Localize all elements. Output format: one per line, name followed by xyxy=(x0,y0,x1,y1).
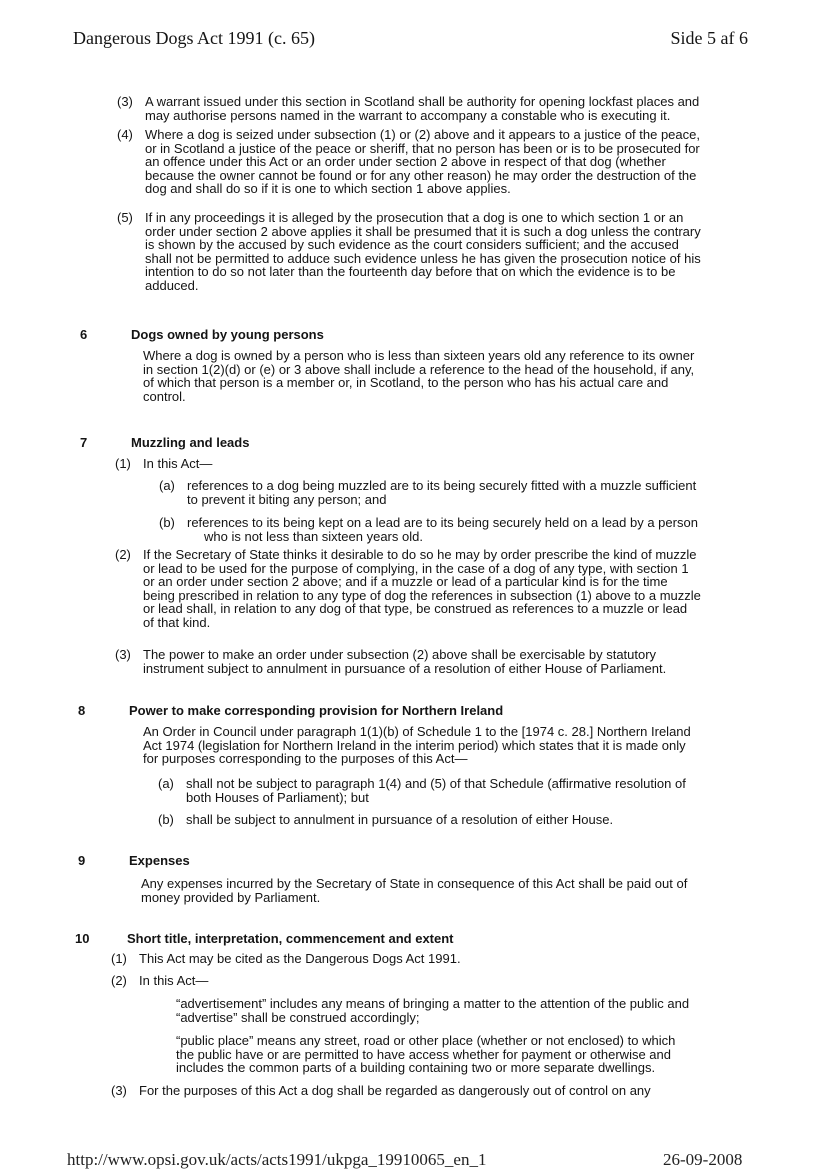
text-line: intention to do so not later than the fourteenth day before that on which the evidence is to be xyxy=(145,264,676,279)
section-title: Dogs owned by young persons xyxy=(131,327,324,342)
section-text xyxy=(143,725,714,766)
text-line: money provided by Parliament. xyxy=(141,889,321,905)
text-line: references to its being kept on a lead are to its being securely held on a lead by a person xyxy=(187,515,698,530)
subsection-number: (1) xyxy=(111,951,127,966)
text-line: An Order in Council under paragraph 1(1)(b) of Schedule 1 to the [1974 c. 28.] Northern Ireland xyxy=(143,724,691,739)
text-line: for purposes corresponding to the purposes of this Act— xyxy=(143,751,468,766)
section-number: 8 xyxy=(78,703,86,718)
text-line: in section 1(2)(d) or (e) or 3 above shall include a reference to the head of the household, if any, xyxy=(143,361,695,377)
paragraph-text xyxy=(186,777,714,804)
text-line: shall not be subject to paragraph 1(4) and (5) of that Schedule (affirmative resolution of xyxy=(186,776,686,791)
section-text xyxy=(143,349,716,403)
text-line: adduced. xyxy=(145,277,199,293)
text-line: may authorise persons named in the warrant to accompany a constable who is executing it. xyxy=(145,107,671,123)
subsection-number: (2) xyxy=(111,973,127,988)
text-line: dog and shall do so if it is one to which section 1 above applies. xyxy=(145,181,511,196)
paragraph-letter: (b) xyxy=(158,812,174,827)
text-line: references to a dog being muzzled are to its being securely fitted with a muzzle sufficient xyxy=(187,478,697,493)
text-line: or an order under section 2 above; and if a muzzle or lead of a particular kind is for the time xyxy=(143,574,668,589)
subsection-text xyxy=(145,211,717,292)
definition-public-place xyxy=(176,1034,711,1075)
section-number: 6 xyxy=(80,327,88,342)
text-line: is shown by the accused by such evidence as the court considers sufficient; and the accused xyxy=(145,237,679,252)
footer-url: http://www.opsi.gov.uk/acts/acts1991/ukpga_19910065_en_1 xyxy=(67,1150,487,1169)
text-line: both Houses of Parliament); but xyxy=(186,789,369,805)
section-title: Expenses xyxy=(129,853,190,868)
subsection-number: (3) xyxy=(115,647,131,662)
subsection-number: (3) xyxy=(117,94,133,109)
text-line: or lead shall, in relation to any dog of that type, be construed as references to a muzzle or lead xyxy=(143,601,688,616)
text-line: shall not be permitted to adduce such evidence unless he has given the prosecution notice of his xyxy=(145,250,701,266)
subsection-text: This Act may be cited as the Dangerous Dogs Act 1991. xyxy=(139,951,461,966)
subsection-number: (3) xyxy=(111,1083,127,1098)
text-line: control. xyxy=(143,388,186,404)
text-line: instrument subject to annulment in pursuance of a resolution of either House of Parliament. xyxy=(143,660,667,676)
subsection-text: In this Act— xyxy=(143,456,213,471)
page-header-title: Dangerous Dogs Act 1991 (c. 65) xyxy=(73,28,315,48)
text-line: A warrant issued under this section in Scotland shall be authority for opening lockfast places and xyxy=(145,94,700,109)
text-line: the public have or are permitted to have access whether for payment or otherwise and xyxy=(176,1046,671,1062)
subsection-number: (1) xyxy=(115,456,131,471)
text-line: Any expenses incurred by the Secretary of State in consequence of this Act shall be paid out of xyxy=(141,876,688,891)
text-line: or lead to be used for the purpose of complying, in the case of a dog of any type, with section 1 xyxy=(143,560,689,576)
paragraph-text: shall be subject to annulment in pursuance of a resolution of either House. xyxy=(186,812,614,827)
paragraph-letter: (a) xyxy=(158,776,174,791)
paragraph-text xyxy=(187,479,715,506)
footer-date: 26-09-2008 xyxy=(663,1150,743,1169)
text-line: of which that person is a member or, in Scotland, to the person who has his actual care and xyxy=(143,375,669,390)
subsection-number: (4) xyxy=(117,127,133,142)
section-number: 7 xyxy=(80,435,88,450)
subsection-text xyxy=(145,95,717,122)
subsection-text: For the purposes of this Act a dog shall be regarded as dangerously out of control on any xyxy=(139,1083,651,1098)
paragraph-text xyxy=(187,516,715,543)
subsection-number: (2) xyxy=(115,547,131,562)
subsection-text xyxy=(143,548,715,629)
text-line: being prescribed in relation to any type of dog the references in subsection (1) above to a muzzle xyxy=(143,587,701,603)
subsection-number: (5) xyxy=(117,210,133,225)
definition-advertisement xyxy=(176,997,711,1024)
section-number: 10 xyxy=(75,931,90,946)
text-line: “advertisement” includes any means of bringing a matter to the attention of the public and xyxy=(176,996,690,1011)
text-line: of that kind. xyxy=(143,614,211,630)
text-line: or in Scotland a justice of the peace or sheriff, that no person has been or is to be prosecuted for xyxy=(145,140,700,156)
section-text xyxy=(141,877,713,904)
text-line: Where a dog is seized under subsection (1) or (2) above and it appears to a justice of the peace, xyxy=(145,127,700,142)
section-title: Power to make corresponding provision for Northern Ireland xyxy=(129,703,504,718)
text-line: If the Secretary of State thinks it desirable to do so he may by order prescribe the kind of muzzle xyxy=(143,547,697,562)
text-line: an offence under this Act or an order under section 2 above in respect of that dog (whether xyxy=(145,154,666,169)
text-line: because the owner cannot be found or for any other reason) he may order the destruction of the xyxy=(145,167,697,183)
text-line: includes the common parts of a building containing two or more separate dwellings. xyxy=(176,1060,656,1075)
text-line: Act 1974 (legislation for Northern Ireland in the interim period) which states that it is made only xyxy=(143,737,686,753)
section-number: 9 xyxy=(78,853,86,868)
text-line: If in any proceedings it is alleged by the prosecution that a dog is one to which section 1 or an xyxy=(145,210,684,225)
paragraph-letter: (b) xyxy=(159,515,175,530)
text-line: “public place” means any street, road or other place (whether or not enclosed) to which xyxy=(176,1033,676,1048)
text-line: order under section 2 above applies it shall be presumed that it is such a dog unless the contrary xyxy=(145,223,701,239)
subsection-text: In this Act— xyxy=(139,973,209,988)
text-line: “advertise” shall be construed accordingly; xyxy=(176,1009,420,1025)
subsection-text xyxy=(143,648,715,675)
text-line: Where a dog is owned by a person who is less than sixteen years old any reference to its owner xyxy=(143,348,695,363)
text-line: who is not less than sixteen years old. xyxy=(204,528,423,544)
text-line: to prevent it biting any person; and xyxy=(187,491,387,507)
subsection-text xyxy=(145,128,717,196)
paragraph-letter: (a) xyxy=(159,478,175,493)
page-header-number: Side 5 af 6 xyxy=(670,28,748,48)
section-title: Short title, interpretation, commencement and extent xyxy=(127,931,454,946)
text-line: The power to make an order under subsection (2) above shall be exercisable by statutory xyxy=(143,647,657,662)
section-title: Muzzling and leads xyxy=(131,435,250,450)
